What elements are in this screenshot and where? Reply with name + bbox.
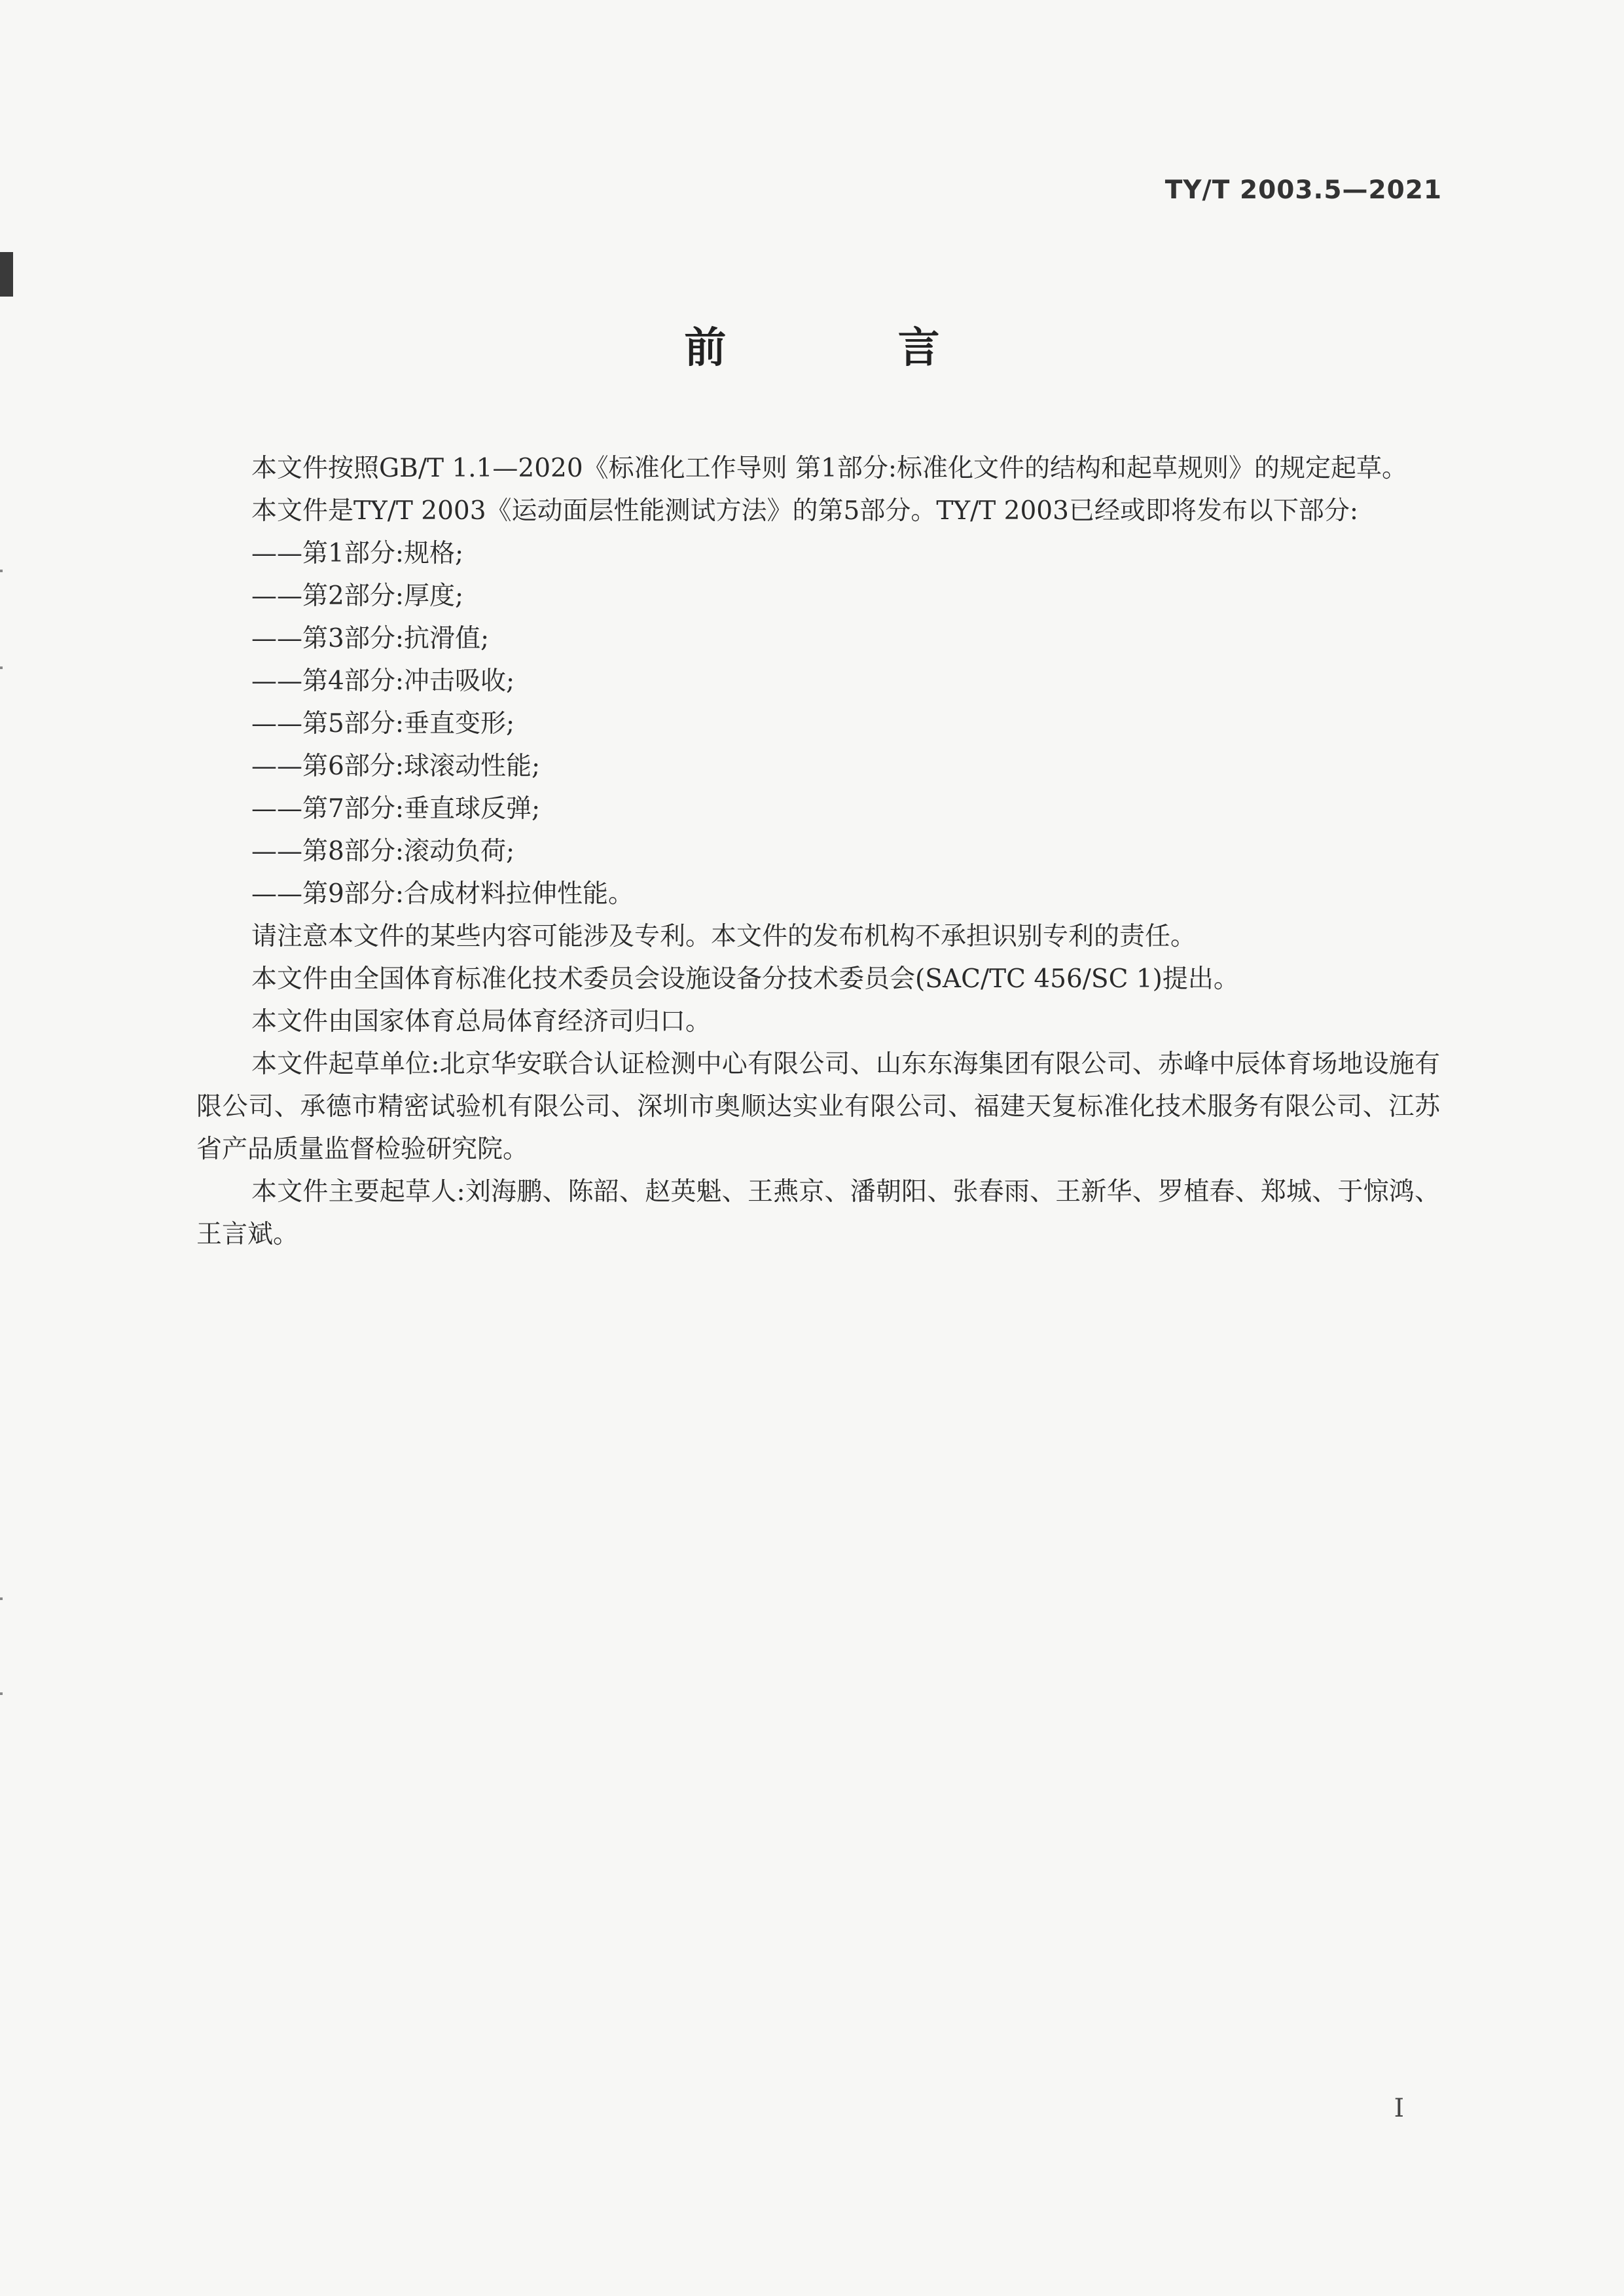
- paragraph: 本文件由全国体育标准化技术委员会设施设备分技术委员会(SAC/TC 456/SC 1)提出。: [251, 964, 1239, 994]
- scan-edge-dot: [0, 1597, 3, 1600]
- paragraph: 本文件起草单位:北京华安联合认证检测中心有限公司、山东东海集团有限公司、赤峰中辰体育场地设施有限公司、承德市精密试验机有限公司、深圳市奥顺达实业有限公司、福建天复标准化技术服务有限公司、江苏省产品质量监督检验研究院。: [196, 1049, 1440, 1164]
- list-item: ——第3部分:抗滑值;: [251, 624, 490, 653]
- paragraph: 本文件按照GB/T 1.1—2020《标准化工作导则 第1部分:标准化文件的结构和起草规则》的规定起草。: [251, 454, 1407, 483]
- scan-edge-dot: [0, 1692, 3, 1695]
- scan-edge-mark: [0, 252, 13, 297]
- paragraph: 本文件由国家体育总局体育经济司归口。: [251, 1007, 712, 1036]
- list-item: ——第8部分:滚动负荷;: [251, 837, 515, 866]
- list-item: ——第1部分:规格;: [251, 539, 464, 568]
- list-item: ——第9部分:合成材料拉伸性能。: [251, 879, 634, 909]
- scan-edge-dot: [0, 666, 3, 669]
- paragraph: 请注意本文件的某些内容可能涉及专利。本文件的发布机构不承担识别专利的责任。: [251, 922, 1197, 951]
- list-item: ——第2部分:厚度;: [251, 581, 464, 611]
- scan-edge-dot: [0, 570, 3, 572]
- list-item: ——第7部分:垂直球反弹;: [251, 794, 541, 824]
- paragraph: 本文件主要起草人:刘海鹏、陈韶、赵英魁、王燕京、潘朝阳、张春雨、王新华、罗植春、郑城、于惊鸿、王言斌。: [196, 1177, 1440, 1249]
- page-number: I: [1394, 2094, 1404, 2123]
- document-body: [196, 447, 1440, 1256]
- page-title: 前 言: [684, 324, 1019, 373]
- list-item: ——第6部分:球滚动性能;: [251, 752, 541, 781]
- document-code: TY/T 2003.5—2021: [1164, 175, 1442, 205]
- list-item: ——第4部分:冲击吸收;: [251, 666, 515, 696]
- paragraph: 本文件是TY/T 2003《运动面层性能测试方法》的第5部分。TY/T 2003已经或即将发布以下部分:: [251, 496, 1359, 526]
- list-item: ——第5部分:垂直变形;: [251, 709, 515, 738]
